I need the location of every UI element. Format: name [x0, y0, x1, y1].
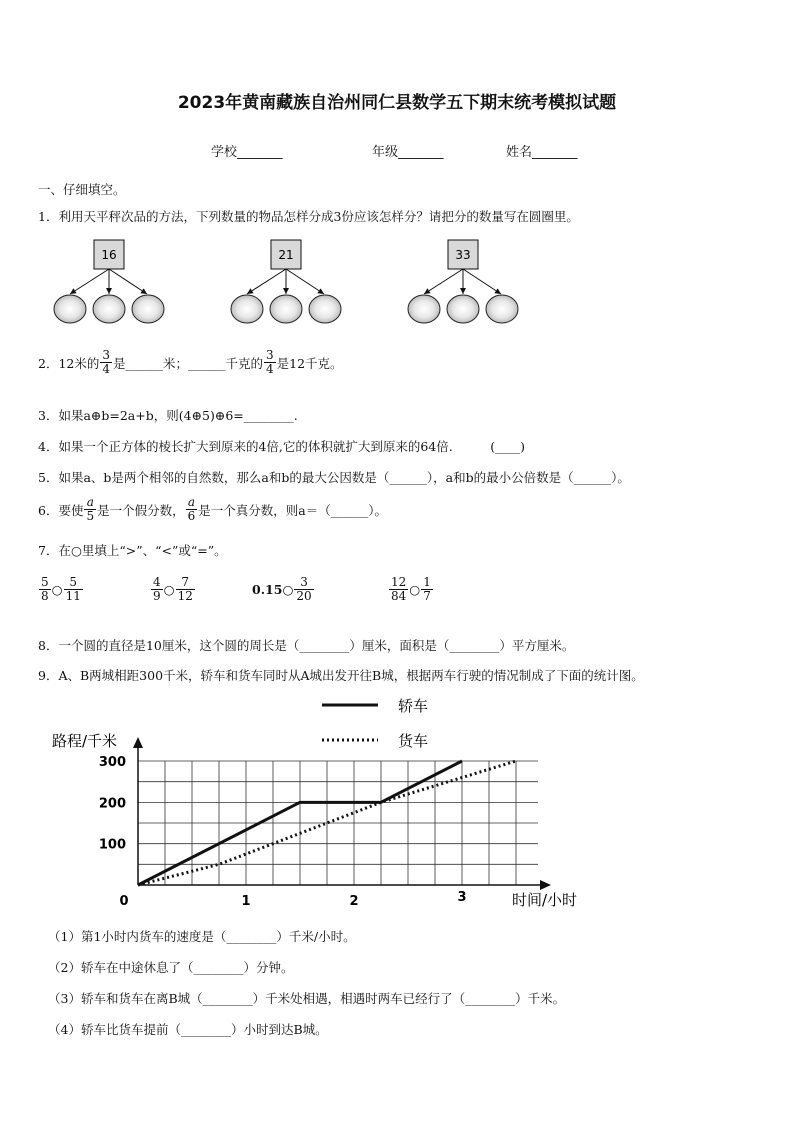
- legend-label-truck: 货车: [398, 732, 429, 750]
- q6-text-c: 是一个真分数，则a＝（______）。: [198, 502, 387, 518]
- chart-legend: [322, 697, 428, 750]
- comparison-1: $\frac{5}{8}$ ○ $\frac{5}{11}$: [41, 575, 81, 603]
- x-tick-label: 0: [119, 894, 129, 909]
- tree-1: [54, 240, 164, 323]
- question-9: 9．A、B两城相距300千米，轿车和货车同时从A城出发开往B城，根据两车行驶的情况制成了下面的统计图。: [38, 668, 644, 683]
- q6-text-a: 6．要使: [38, 502, 84, 518]
- line-chart: [0, 690, 600, 920]
- comparison-2: $\frac{4}{9}$ ○ $\frac{7}{12}$: [153, 575, 193, 603]
- tree-3: [408, 240, 518, 323]
- y-axis-label: 路程/千米: [52, 732, 118, 750]
- compare-circle[interactable]: ○: [51, 582, 63, 597]
- x-axis-label: 时间/小时: [512, 891, 578, 909]
- answer-circle: [132, 295, 164, 323]
- compare-circle[interactable]: ○: [409, 582, 421, 597]
- box-label-1: 16: [101, 248, 117, 262]
- section-heading: 一、仔细填空。: [38, 182, 126, 197]
- compare-circle[interactable]: ○: [163, 582, 175, 597]
- y-tick-label: 200: [98, 796, 126, 812]
- balance-diagram: [40, 232, 540, 332]
- answer-circle: [54, 295, 86, 323]
- x-tick-label: 2: [349, 894, 359, 909]
- question-3: 3．如果a⊕b=2a+b，则(4⊕5)⊕6=________.: [38, 408, 298, 423]
- fraction: $\frac{3}{4}$: [102, 348, 110, 376]
- chart-axes: [133, 737, 551, 890]
- question-7: 7．在○里填上“>”、“<”或“=”。: [38, 543, 227, 558]
- q2-text-a: 2．12米的: [38, 355, 100, 371]
- q9-sub-3: （3）轿车和货车在离B城（________）千米处相遇，相遇时两车已经行了（________）千米。: [48, 991, 566, 1006]
- x-tick-label: 1: [241, 894, 251, 909]
- fraction: $\frac{3}{4}$: [266, 348, 274, 376]
- question-8: 8．一个圆的直径是10厘米，这个圆的周长是（________）厘米，面积是（________）平方厘米。: [38, 638, 575, 653]
- question-5: 5．如果a、b是两个相邻的自然数，那么a和b的最大公因数是（______），a和b的最小公倍数是（______）。: [38, 470, 630, 485]
- chart-ticks: [99, 755, 467, 909]
- q2-text-b: 是______米；______千克的: [113, 355, 264, 371]
- answer-circle: [270, 295, 302, 323]
- box-label-2: 21: [278, 248, 294, 262]
- answer-circle: [309, 295, 341, 323]
- name-field: 姓名_______: [506, 145, 578, 160]
- y-tick-label: 100: [98, 837, 126, 853]
- comparison-3: 0.15 ○ $\frac{3}{20}$: [252, 575, 312, 603]
- chart-grid: [138, 761, 538, 885]
- fraction: $\frac{a}{6}$: [187, 495, 196, 523]
- legend-label-sedan: 轿车: [398, 697, 429, 715]
- question-1: 1．利用天平秤次品的方法，下列数量的物品怎样分成3份应该怎样分？请把分的数量写在圆圈里。: [38, 209, 579, 224]
- answer-circle: [93, 295, 125, 323]
- q9-sub-2: （2）轿车在中途休息了（________）分钟。: [48, 960, 294, 975]
- school-field: 学校_______: [211, 145, 283, 160]
- x-axis-arrow: [540, 880, 551, 890]
- box-label-3: 33: [455, 248, 471, 262]
- q9-sub-4: （4）轿车比货车提前（________）小时到达B城。: [48, 1022, 328, 1037]
- grade-field: 年级_______: [372, 145, 444, 160]
- comparison-4: $\frac{12}{84}$ ○ $\frac{1}{7}$: [391, 575, 431, 603]
- fraction: $\frac{a}{5}$: [86, 495, 95, 523]
- q9-sub-1: （1）第1小时内货车的速度是（________）千米/小时。: [48, 929, 356, 944]
- answer-circle: [447, 295, 479, 323]
- question-6: [38, 496, 387, 523]
- q6-text-b: 是一个假分数，: [97, 502, 185, 518]
- tree-2: [231, 240, 341, 323]
- question-4: 4．如果一个正方体的棱长扩大到原来的4倍,它的体积就扩大到原来的64倍. (____): [38, 439, 526, 454]
- page-title: 2023年黄南藏族自治州同仁县数学五下期末统考模拟试题: [177, 93, 617, 113]
- y-axis-arrow: [133, 737, 143, 748]
- question-2: [38, 349, 343, 376]
- x-tick-label: 3: [457, 890, 467, 905]
- q2-text-c: 是12千克。: [276, 355, 343, 371]
- answer-circle: [408, 295, 440, 323]
- answer-circle: [231, 295, 263, 323]
- y-tick-label: 300: [98, 755, 126, 771]
- answer-circle: [486, 295, 518, 323]
- compare-circle[interactable]: ○: [282, 582, 294, 597]
